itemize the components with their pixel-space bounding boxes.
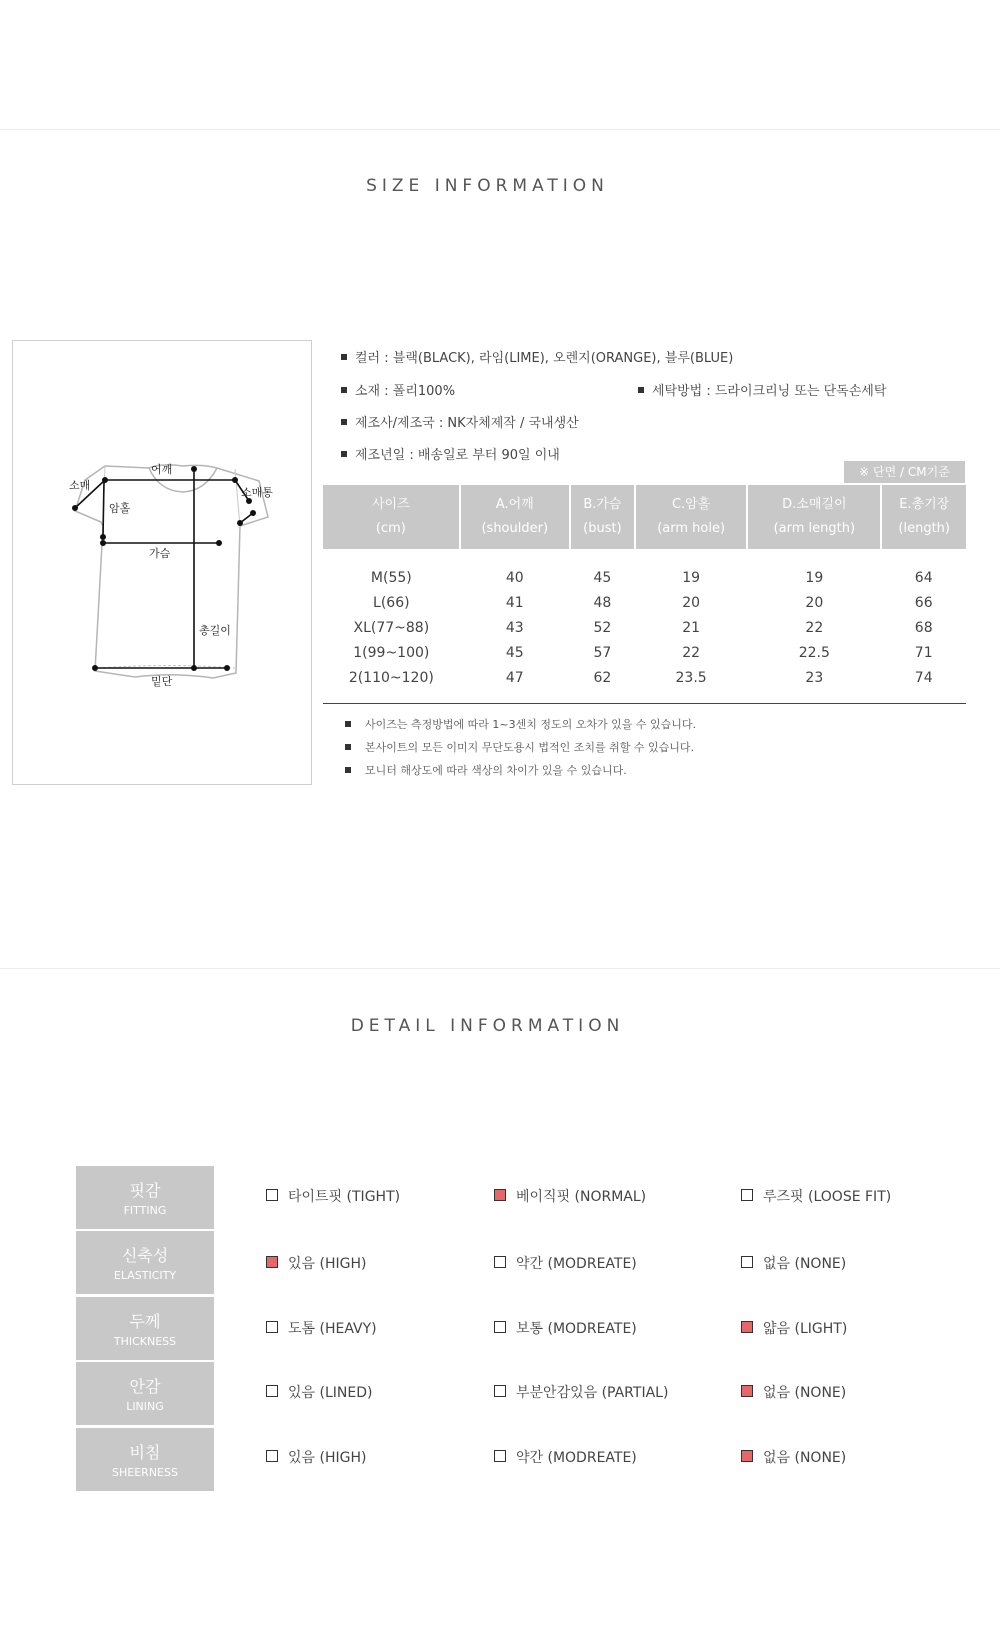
tshirt-outline-icon xyxy=(13,341,313,786)
detail-head-elasticity: 신축성 ELASTICITY xyxy=(76,1231,214,1294)
table-cell: 68 xyxy=(914,619,933,636)
note-item: 모니터 해상도에 따라 색상의 차이가 있을 수 있습니다. xyxy=(345,762,627,778)
table-cell: 22 xyxy=(682,644,701,661)
checkbox[interactable] xyxy=(741,1450,753,1462)
detail-head-lining: 안감 LINING xyxy=(76,1362,214,1425)
bullet-square-icon xyxy=(341,419,347,425)
checkbox[interactable] xyxy=(741,1256,753,1268)
bullet-square-icon xyxy=(341,451,347,457)
checkbox[interactable] xyxy=(494,1256,506,1268)
checkbox[interactable] xyxy=(741,1189,753,1201)
table-cell: 20 xyxy=(682,594,701,611)
table-bottom-rule xyxy=(323,703,966,704)
table-row xyxy=(323,549,966,590)
table-cell: L(66) xyxy=(373,594,410,611)
checkbox[interactable] xyxy=(266,1385,278,1397)
size-table xyxy=(323,485,966,704)
table-cell: 2(110~120) xyxy=(348,669,434,686)
option-sheerness-moderate[interactable]: 약간 (MODREATE) xyxy=(494,1447,637,1467)
option-elasticity-none[interactable]: 없음 (NONE) xyxy=(741,1253,846,1273)
bullet-square-icon xyxy=(638,387,644,393)
size-section-title: SIZE INFORMATION xyxy=(366,176,609,196)
table-cell: 62 xyxy=(593,669,612,686)
detail-head-thickness: 두께 THICKNESS xyxy=(76,1297,214,1360)
table-cell: 47 xyxy=(505,669,524,686)
checkbox[interactable] xyxy=(266,1256,278,1268)
table-cell: 19 xyxy=(805,569,824,586)
bullet-square-icon xyxy=(345,744,351,750)
table-cell: 45 xyxy=(593,569,612,586)
detail-section-title: DETAIL INFORMATION xyxy=(350,1016,625,1036)
label-chest: 가슴 xyxy=(149,547,171,560)
label-sleeve: 소매 xyxy=(69,479,91,492)
table-cell: 41 xyxy=(505,594,524,611)
col-header: B.가슴 (bust) xyxy=(570,485,635,549)
option-elasticity-high[interactable]: 있음 (HIGH) xyxy=(266,1253,366,1273)
table-cell: 57 xyxy=(593,644,612,661)
col-header: 사이즈 (cm) xyxy=(323,485,460,549)
col-header: A.어깨 (shoulder) xyxy=(460,485,570,549)
table-row xyxy=(323,615,966,640)
checkbox[interactable] xyxy=(266,1321,278,1333)
table-cell: 20 xyxy=(805,594,824,611)
garment-diagram xyxy=(12,340,312,785)
option-sheerness-none[interactable]: 없음 (NONE) xyxy=(741,1447,846,1467)
table-cell: 23.5 xyxy=(675,669,707,686)
label-shoulder: 어깨 xyxy=(151,463,173,476)
checkbox[interactable] xyxy=(266,1189,278,1201)
table-cell: 40 xyxy=(505,569,524,586)
bullet-square-icon xyxy=(345,721,351,727)
table-cell: 45 xyxy=(505,644,524,661)
table-cell: 48 xyxy=(593,594,612,611)
col-header: D.소매길이 (arm length) xyxy=(747,485,881,549)
note-item: 본사이트의 모든 이미지 무단도용시 법적인 조치를 취할 수 있습니다. xyxy=(345,739,694,755)
table-cell: 19 xyxy=(682,569,701,586)
option-fitting-normal[interactable]: 베이직핏 (NORMAL) xyxy=(494,1186,646,1206)
bullet-square-icon xyxy=(341,387,347,393)
table-cell: 64 xyxy=(914,569,933,586)
col-header: E.총기장 (length) xyxy=(881,485,966,549)
table-row xyxy=(323,640,966,665)
top-divider xyxy=(0,129,1000,130)
info-maker: 제조사/제조국 : NK자체제작 / 국내생산 xyxy=(341,412,579,431)
option-lining-partial[interactable]: 부분안감있음 (PARTIAL) xyxy=(494,1382,668,1402)
table-cell: XL(77~88) xyxy=(353,619,430,636)
option-thickness-light[interactable]: 얇음 (LIGHT) xyxy=(741,1318,847,1338)
option-fitting-loose[interactable]: 루즈핏 (LOOSE FIT) xyxy=(741,1186,891,1206)
table-cell: 22 xyxy=(805,619,824,636)
checkbox[interactable] xyxy=(494,1450,506,1462)
checkbox[interactable] xyxy=(494,1385,506,1397)
table-cell: 74 xyxy=(914,669,933,686)
detail-head-sheerness: 비침 SHEERNESS xyxy=(76,1428,214,1491)
table-row xyxy=(323,590,966,615)
note-item: 사이즈는 측정방법에 따라 1~3센치 정도의 오차가 있을 수 있습니다. xyxy=(345,716,696,732)
option-lining-lined[interactable]: 있음 (LINED) xyxy=(266,1382,372,1402)
unit-badge: ※ 단면 / CM기준 xyxy=(844,461,965,483)
table-cell: 66 xyxy=(914,594,933,611)
checkbox[interactable] xyxy=(266,1450,278,1462)
option-sheerness-high[interactable]: 있음 (HIGH) xyxy=(266,1447,366,1467)
checkbox[interactable] xyxy=(494,1321,506,1333)
info-material: 소재 : 폴리100% xyxy=(341,380,455,399)
option-elasticity-moderate[interactable]: 약간 (MODREATE) xyxy=(494,1253,637,1273)
checkbox[interactable] xyxy=(494,1189,506,1201)
size-table-header xyxy=(323,485,966,549)
option-fitting-tight[interactable]: 타이트핏 (TIGHT) xyxy=(266,1186,400,1206)
info-washing: 세탁방법 : 드라이크리닝 또는 단독손세탁 xyxy=(638,380,886,399)
option-thickness-heavy[interactable]: 도톰 (HEAVY) xyxy=(266,1318,377,1338)
table-cell: 1(99~100) xyxy=(353,644,430,661)
table-cell: 23 xyxy=(805,669,824,686)
detail-head-fitting: 핏감 FITTING xyxy=(76,1166,214,1229)
table-cell: 43 xyxy=(505,619,524,636)
middle-divider xyxy=(0,968,1000,969)
label-sleeve-width: 소매통 xyxy=(241,486,273,499)
label-length: 총길이 xyxy=(199,624,231,637)
bullet-square-icon xyxy=(341,354,347,360)
info-date: 제조년일 : 배송일로 부터 90일 이내 xyxy=(341,444,560,463)
option-lining-none[interactable]: 없음 (NONE) xyxy=(741,1382,846,1402)
label-armhole: 암홀 xyxy=(109,502,131,515)
checkbox[interactable] xyxy=(741,1321,753,1333)
option-thickness-moderate[interactable]: 보통 (MODREATE) xyxy=(494,1318,637,1338)
table-row xyxy=(323,665,966,704)
table-cell: 71 xyxy=(914,644,933,661)
table-cell: 21 xyxy=(682,619,701,636)
bullet-square-icon xyxy=(345,767,351,773)
info-color: 컬러 : 블랙(BLACK), 라임(LIME), 오렌지(ORANGE), 블루(BLUE) xyxy=(341,347,733,366)
table-cell: 22.5 xyxy=(798,644,830,661)
label-hem: 밑단 xyxy=(151,675,173,688)
checkbox[interactable] xyxy=(741,1385,753,1397)
table-cell: 52 xyxy=(593,619,612,636)
table-cell: M(55) xyxy=(370,569,412,586)
col-header: C.암홀 (arm hole) xyxy=(635,485,747,549)
